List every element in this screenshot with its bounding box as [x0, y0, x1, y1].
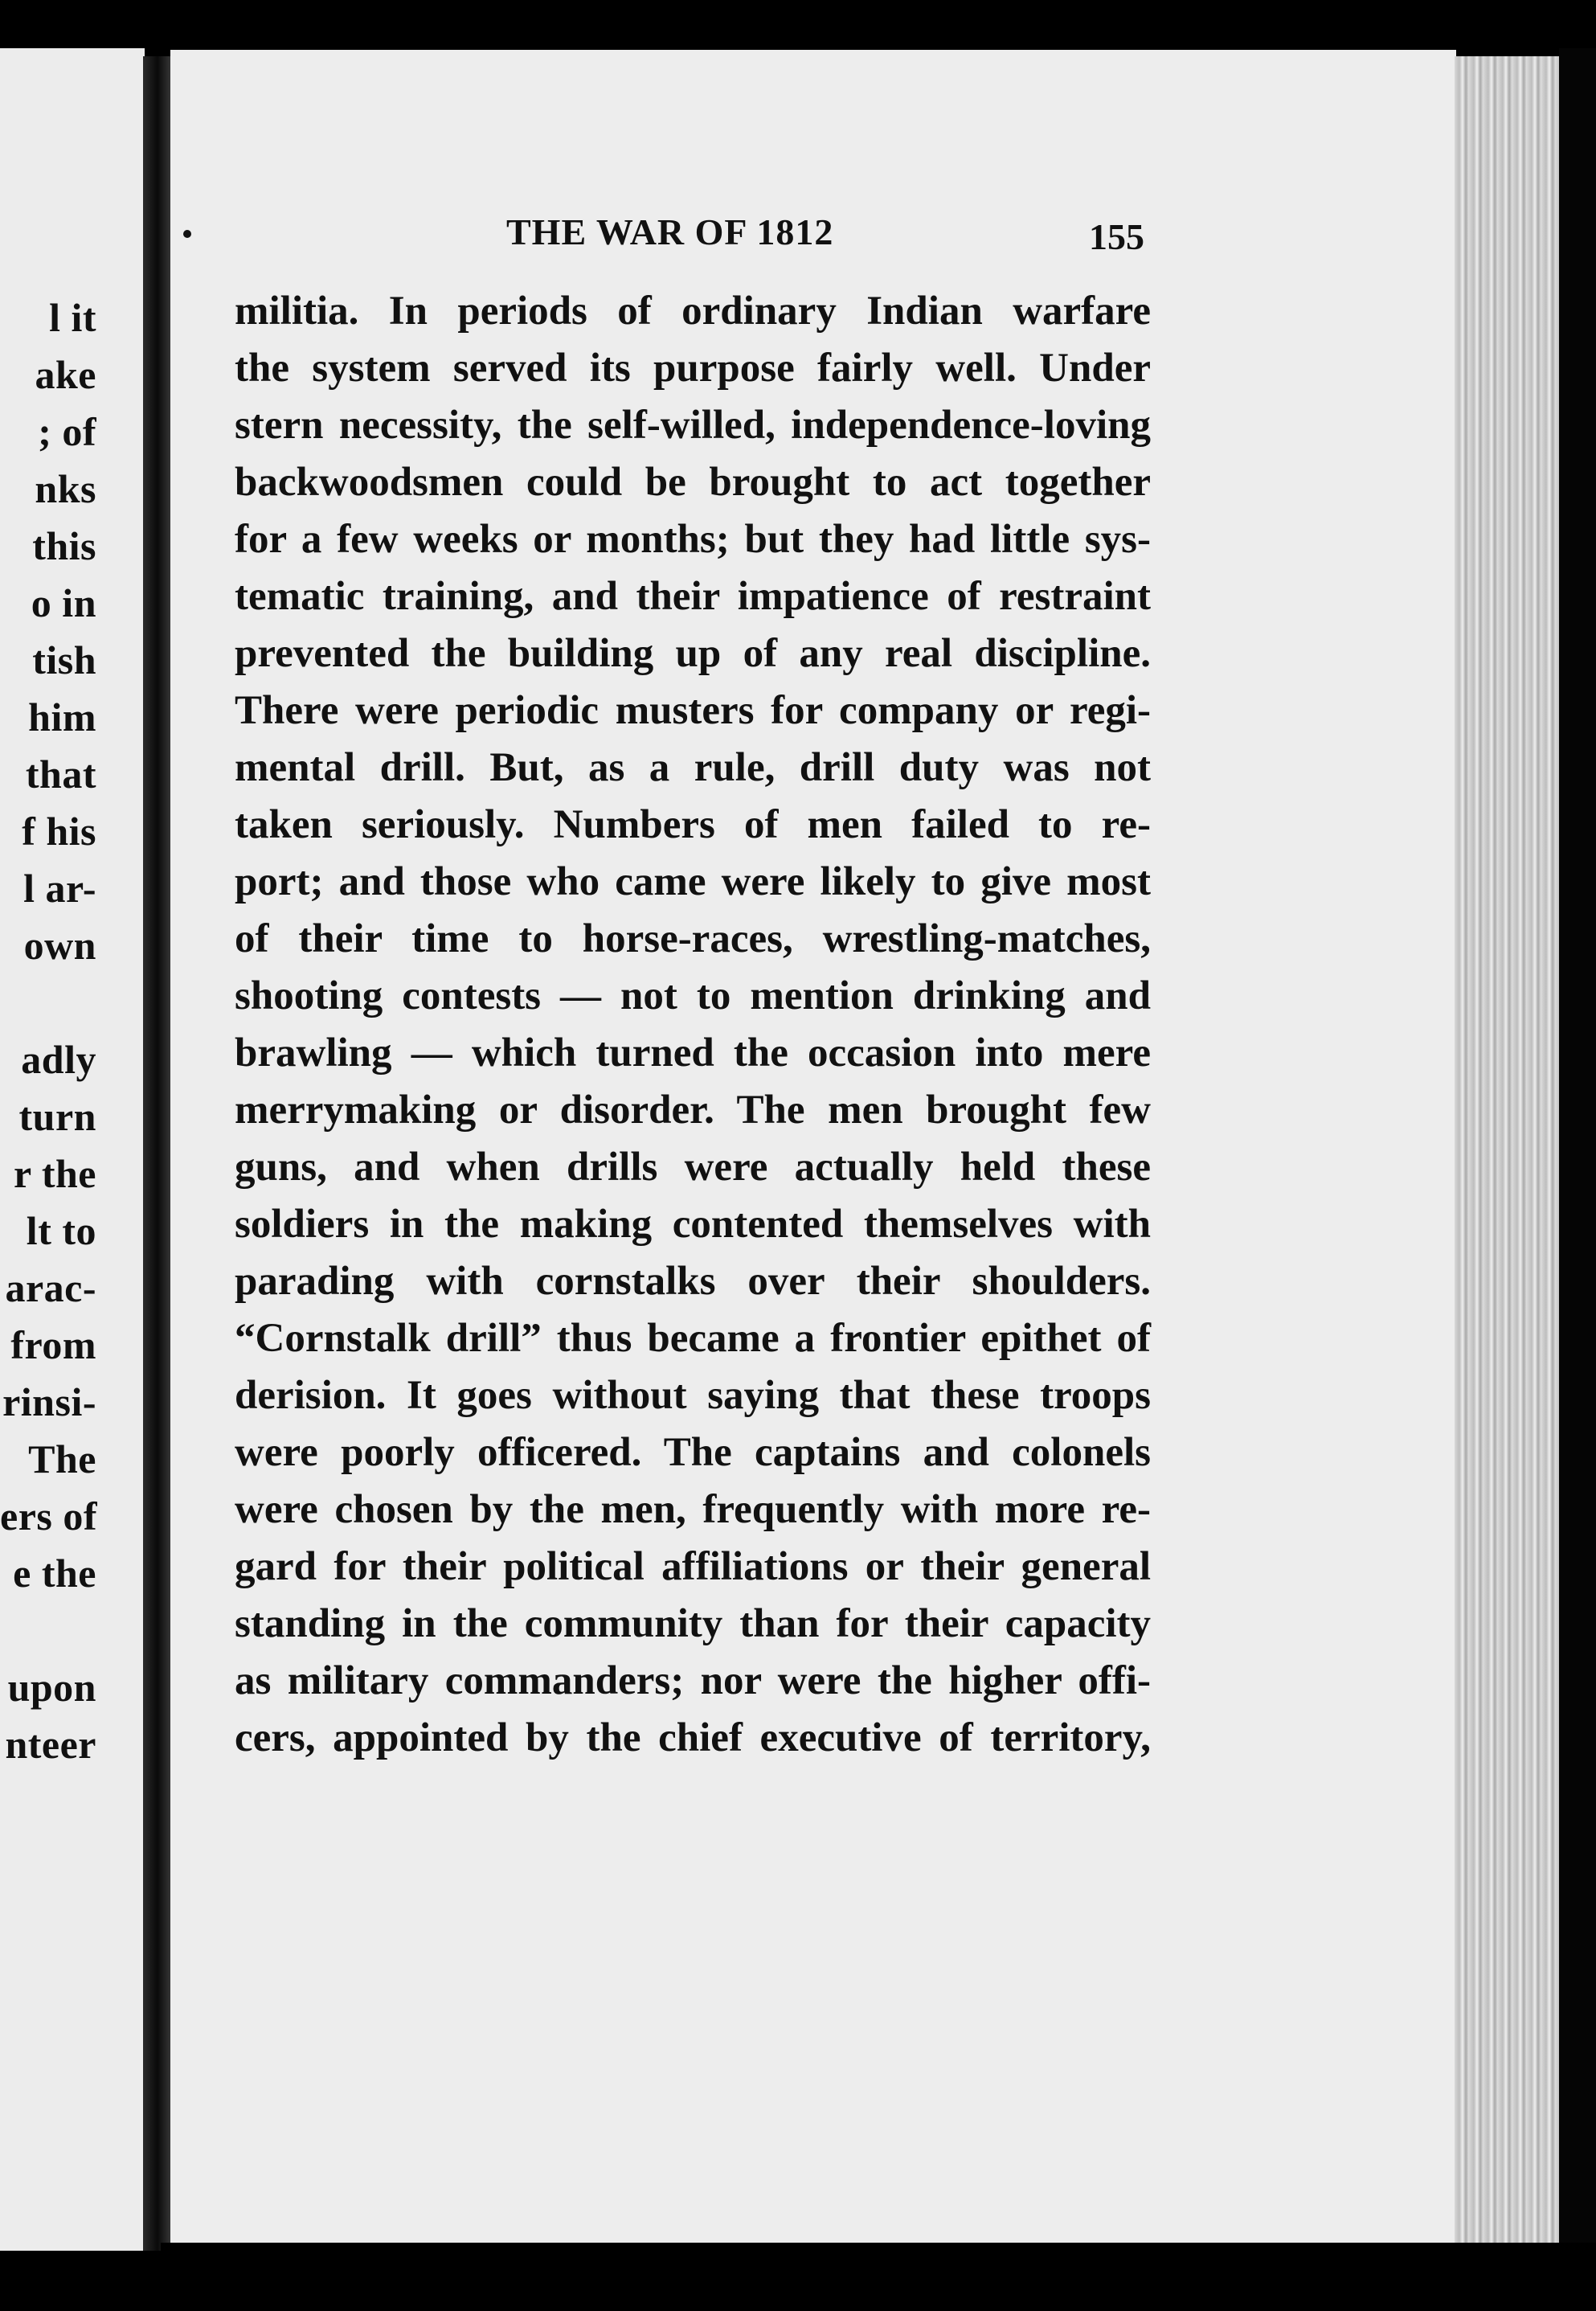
page-edges — [1455, 56, 1575, 2251]
left-page-line-fragment: this — [32, 523, 96, 568]
text-line: backwoodsmen could be brought to act together — [235, 460, 1151, 505]
left-page-line-fragment: own — [23, 923, 96, 968]
left-page-line-fragment: ; of — [38, 409, 96, 454]
left-page-line-fragment: him — [28, 695, 96, 740]
left-page-line-fragment: arac- — [5, 1265, 96, 1310]
left-page-line-fragment: e the — [13, 1551, 96, 1596]
text-line: gard for their political affiliations or their general — [235, 1544, 1151, 1589]
text-line: militia. In periods of ordinary Indian warfare — [235, 289, 1151, 334]
text-line: brawling — which turned the occasion into mere — [235, 1031, 1151, 1076]
text-line: merrymaking or disorder. The men brought few — [235, 1088, 1151, 1133]
running-head: THE WAR OF 1812 — [506, 211, 834, 252]
text-line: guns, and when drills were actually held these — [235, 1145, 1151, 1190]
text-line: standing in the community than for their capacity — [235, 1601, 1151, 1646]
bullet-mark — [183, 230, 191, 238]
text-line: soldiers in the making contented themselves with — [235, 1202, 1151, 1247]
left-page-line-fragment: The — [28, 1436, 96, 1481]
body-text — [235, 283, 1151, 1767]
text-line: were poorly officered. The captains and colonels — [235, 1430, 1151, 1475]
book-gutter — [143, 56, 172, 2251]
text-line: cers, appointed by the chief executive of territory, — [235, 1715, 1151, 1760]
text-line: derision. It goes without saying that these troops — [235, 1373, 1151, 1418]
text-line: “Cornstalk drill” thus became a frontier epithet of — [235, 1316, 1151, 1361]
page-number: 155 — [1089, 216, 1144, 257]
left-page-line-fragment: f his — [22, 809, 96, 854]
left-page-line-fragment: r the — [14, 1151, 96, 1196]
scan-border-bottom — [161, 2243, 1596, 2311]
text-line: tematic training, and their impatience of restraint — [235, 574, 1151, 619]
text-line: were chosen by the men, frequently with more re- — [235, 1487, 1151, 1532]
left-page-line-fragment: ake — [35, 352, 96, 397]
scan-border-right — [1559, 48, 1596, 2267]
text-line: of their time to horse-races, wrestling-matches, — [235, 916, 1151, 961]
left-facing-page — [0, 48, 145, 2251]
left-page-line-fragment: rinsi- — [2, 1379, 96, 1424]
left-page-line-fragment: ers of — [0, 1494, 97, 1539]
text-line: taken seriously. Numbers of men failed to re- — [235, 802, 1151, 847]
text-line: There were periodic musters for company or regi- — [235, 688, 1151, 733]
text-line: prevented the building up of any real discipline. — [235, 631, 1151, 676]
left-page-line-fragment: from — [10, 1322, 96, 1367]
text-line: shooting contests — not to mention drinking and — [235, 973, 1151, 1018]
left-page-line-fragment: o in — [31, 580, 96, 625]
text-line: stern necessity, the self-willed, independence-loving — [235, 403, 1151, 448]
text-line: parading with cornstalks over their shoulders. — [235, 1259, 1151, 1304]
left-page-line-fragment: that — [25, 752, 96, 797]
text-line: as military commanders; nor were the higher offi- — [235, 1658, 1151, 1703]
left-page-text-fragments — [0, 289, 145, 1773]
text-line: the system served its purpose fairly well. Under — [235, 346, 1151, 391]
left-page-line-fragment — [0, 1602, 145, 1659]
text-line: mental drill. But, as a rule, drill duty was not — [235, 745, 1151, 790]
left-page-line-fragment: l ar- — [23, 866, 96, 911]
left-page-line-fragment: nks — [35, 466, 96, 511]
left-page-line-fragment — [0, 974, 145, 1031]
left-page-line-fragment: upon — [7, 1665, 96, 1710]
left-page-line-fragment: l it — [49, 295, 96, 340]
left-page-line-fragment: adly — [21, 1037, 96, 1082]
left-page-line-fragment: tish — [32, 637, 96, 682]
text-line: for a few weeks or months; but they had little sys- — [235, 517, 1151, 562]
left-page-line-fragment: lt to — [26, 1208, 96, 1253]
left-page-line-fragment: nteer — [5, 1722, 96, 1767]
left-page-line-fragment: turn — [18, 1094, 96, 1139]
text-line: port; and those who came were likely to give most — [235, 859, 1151, 904]
